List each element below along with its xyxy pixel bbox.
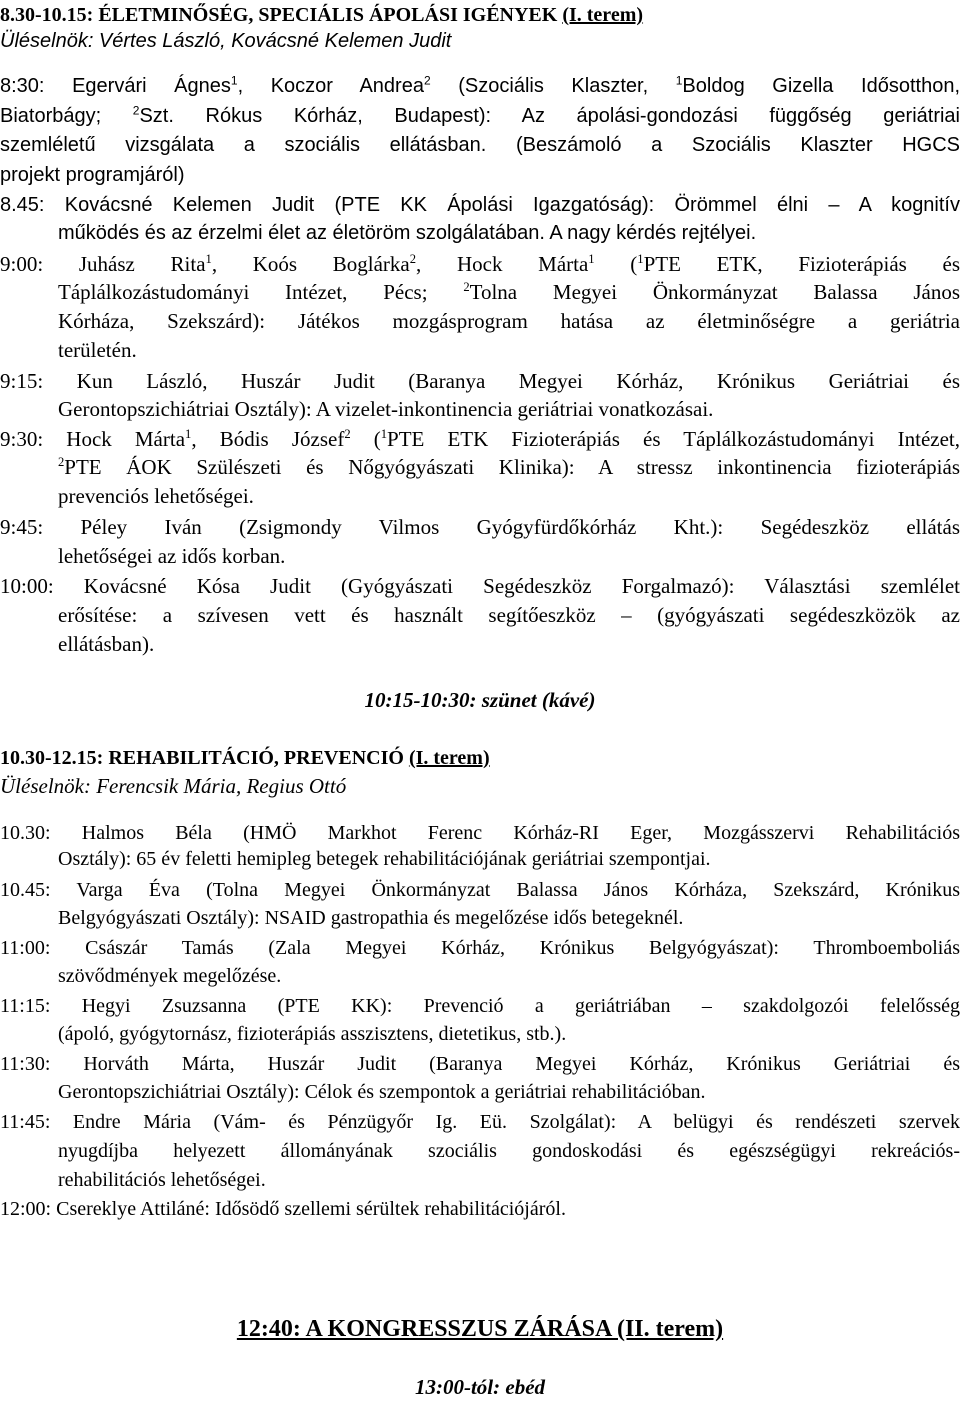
talk-line: projekt programjáról) bbox=[0, 164, 185, 186]
talk-line: területén. bbox=[58, 338, 137, 362]
talk-line: szövődmények megelőzése. bbox=[58, 965, 282, 987]
talk-line: nyugdíjba helyezett állományának szociális gondoskodási és egészségügyi rekreációs- bbox=[58, 1140, 960, 1162]
talk-line: (ápoló, gyógytornász, fizioterápiás asszisztens, dietetikus, stb.). bbox=[58, 1023, 567, 1045]
talk-line: Gerontopszichiátriai Osztály): Célok és szempontok a geriátriai rehabilitációban. bbox=[58, 1081, 706, 1103]
talk-line: szemléletű vizsgálata a szociális ellátásban. (Beszámoló a Szociális Klaszter HGCS bbox=[0, 134, 960, 156]
session1-room: (I. terem) bbox=[562, 4, 644, 26]
talk-line: 8:30: Egervári Ágnes$^1$, Koczor Andrea$^2$ (Szociális Klaszter, $^1$Boldog Gizella Idősotthon, bbox=[0, 73, 960, 97]
talk-line: Osztály): 65 év feletti hemipleg betegek rehabilitációjának geriátriai szempontjai. bbox=[58, 848, 711, 870]
talk-line: Biatorbágy; $^2$Szt. Rókus Kórház, Budapest): Az ápolási-gondozási függőség geriátriai bbox=[0, 103, 960, 127]
talk-line: Kórháza, Szekszárd): Játékos mozgásprogram hatása az életminőségre a geriátria bbox=[58, 309, 960, 333]
talk-line: 11:30: Horváth Márta, Huszár Judit (Baranya Megyei Kórház, Krónikus Geriátriai és bbox=[0, 1053, 960, 1075]
talk-line: 11:15: Hegyi Zsuzsanna (PTE KK): Prevenció a geriátriában – szakdolgozói felelősség bbox=[0, 995, 960, 1017]
talk-line: Táplálkozástudományi Intézet, Pécs; $^2$Tolna Megyei Önkormányzat Balassa János bbox=[58, 280, 960, 304]
session2-room: (I. terem) bbox=[408, 747, 490, 769]
talk-line: 10:00: Kovácsné Kósa Judit (Gyógyászati Segédeszköz Forgalmazó): Választási szemlélet bbox=[0, 574, 960, 598]
session2-chairs: Üléselnök: Ferencsik Mária, Regius Ottó bbox=[0, 774, 347, 798]
coffee-break: 10:15-10:30: szünet (kávé) bbox=[364, 688, 596, 712]
session2-heading bbox=[0, 747, 490, 770]
talk-line: erősítése: a szívesen vett és használt segítőeszköz – (gyógyászati segédeszközök az bbox=[58, 603, 960, 627]
talk-line: 12:00: Csereklye Attiláné: Idősödő szellemi sérültek rehabilitációjáról. bbox=[0, 1198, 566, 1220]
talk-line: 8.45: Kovácsné Kelemen Judit (PTE KK Ápolási Igazgatóság): Örömmel élni – A kognitív bbox=[0, 194, 960, 216]
talk-line: működés és az érzelmi élet az életöröm szolgálatában. A nagy kérdés rejtélyei. bbox=[58, 222, 757, 244]
talk-line: 10.45: Varga Éva (Tolna Megyei Önkormányzat Balassa János Kórháza, Szekszárd, Krónikus bbox=[0, 879, 960, 901]
session1-heading-title: 8.30-10.15: ÉLETMINŐSÉG, SPECIÁLIS ÁPOLÁSI IGÉNYEK bbox=[0, 4, 563, 26]
talk-line: ellátásban). bbox=[58, 632, 155, 656]
session1-chairs: Üléselnök: Vértes László, Kovácsné Kelemen Judit bbox=[0, 30, 452, 52]
talk-line: 10.30: Halmos Béla (HMÖ Markhot Ferenc Kórház-RI Eger, Mozgásszervi Rehabilitációs bbox=[0, 822, 960, 844]
talk-line: 9:30: Hock Márta$^1$, Bódis József$^2$ ($^1$PTE ETK Fizioterápiás és Táplálkozástudományi Intézet, bbox=[0, 427, 960, 451]
talk-line: Belgyógyászati Osztály): NSAID gastropathia és megelőzése idős betegeknél. bbox=[58, 907, 684, 929]
talk-line: rehabilitációs lehetőségei. bbox=[58, 1169, 266, 1191]
talk-line: prevenciós lehetőségei. bbox=[58, 484, 254, 508]
session1-heading bbox=[0, 4, 643, 27]
talk-line: $^2$PTE ÁOK Szülészeti és Nőgyógyászati Klinika): A stressz inkontinencia fizioterápiás bbox=[58, 455, 960, 479]
session2-heading-title: 10.30-12.15: REHABILITÁCIÓ, PREVENCIÓ bbox=[0, 747, 409, 769]
talk-line: Gerontopszichiátriai Osztály): A vizelet-inkontinencia geriátriai vonatkozásai. bbox=[58, 397, 714, 421]
talk-line: 9:00: Juhász Rita$^1$, Koós Boglárka$^2$, Hock Márta$^1$ ($^1$PTE ETK, Fizioterápiás és bbox=[0, 252, 960, 276]
talk-line: lehetőségei az idős korban. bbox=[58, 544, 286, 568]
lunch: 13:00-tól: ebéd bbox=[414, 1375, 546, 1399]
congress-closing: 12:40: A KONGRESSZUS ZÁRÁSA (II. terem) bbox=[236, 1316, 724, 1342]
talk-line: 11:45: Endre Mária (Vám- és Pénzügyőr Ig. Eü. Szolgálat): A belügyi és rendészeti szervek bbox=[0, 1111, 960, 1133]
talk-line: 9:15: Kun László, Huszár Judit (Baranya Megyei Kórház, Krónikus Geriátriai és bbox=[0, 369, 960, 393]
talk-line: 9:45: Péley Iván (Zsigmondy Vilmos Gyógyfürdőkórház Kht.): Segédeszköz ellátás bbox=[0, 515, 960, 539]
talk-line: 11:00: Császár Tamás (Zala Megyei Kórház, Krónikus Belgyógyászat): Thromboemboliás bbox=[0, 937, 960, 959]
